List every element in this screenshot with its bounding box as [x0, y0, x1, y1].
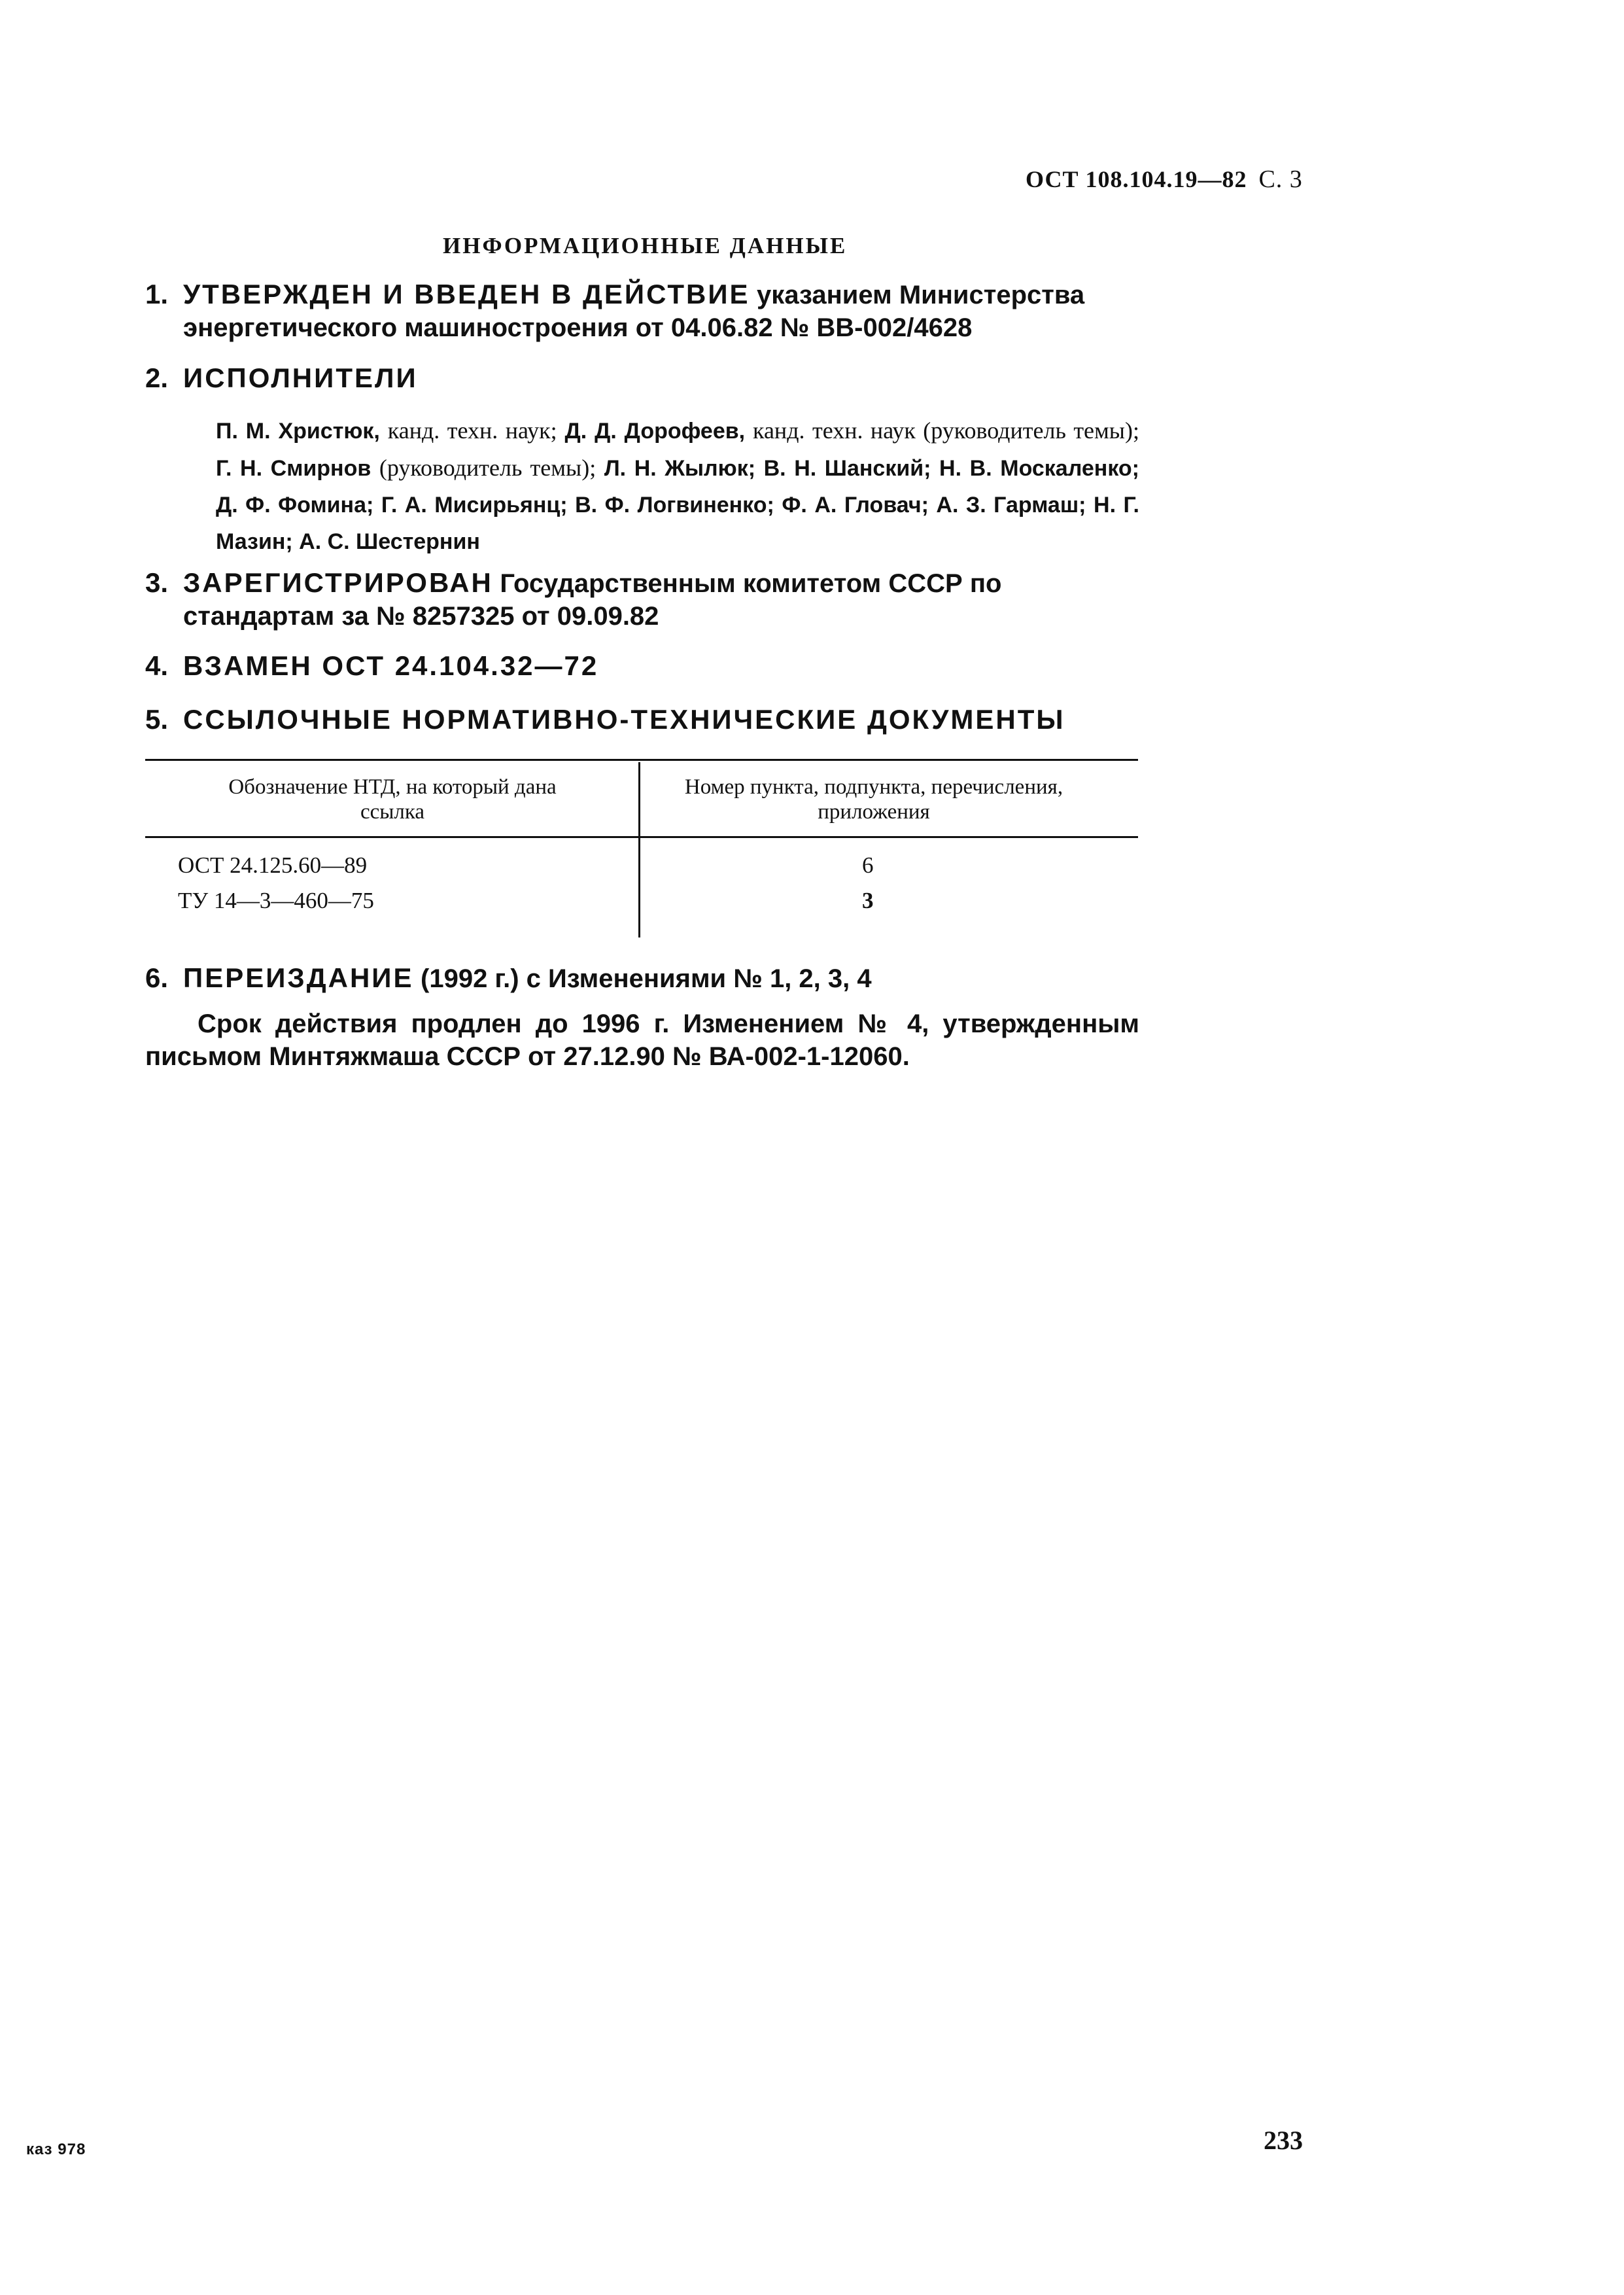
print-code: каз 978	[26, 2141, 86, 2158]
table-cell-designation: ТУ 14—3—460—75	[178, 888, 374, 913]
item-number: 5.	[145, 704, 169, 735]
table-cell-clause: 3	[862, 888, 874, 913]
performer-name: Г. Н. Смирнов	[216, 456, 371, 481]
document-code	[1026, 165, 1303, 194]
item-text: Государственным комитетом СССР по стандартам за № 8257325 от 09.09.82	[183, 569, 1002, 631]
item-number: 1.	[145, 279, 169, 309]
performer-name: Д. Д. Дорофеев,	[564, 419, 746, 444]
item-text: указанием Министерства энергетического машиностроения от 04.06.82 № ВВ-002/4628	[183, 281, 1085, 342]
validity-extension-note: Срок действия продлен до 1996 г. Изменением № 4, утвержденным письмом Минтяжмаша СССР от 27.12.90 № ВА-002-1-12060.	[145, 1009, 1139, 1071]
table-header-designation: Обозначение НТД, на который дана ссылка	[228, 775, 557, 824]
page-number: 233	[1264, 2126, 1303, 2155]
item-replaces	[145, 650, 1139, 683]
item-number: 6.	[145, 962, 169, 993]
info-data-title: ИНФОРМАЦИОННЫЕ ДАННЫЕ	[443, 233, 848, 258]
performer-role: канд. техн. наук (руководитель темы);	[753, 417, 1139, 444]
item-text: (1992 г.) с Изменениями № 1, 2, 3, 4	[421, 964, 872, 993]
item-number: 3.	[145, 567, 169, 598]
performer-name: П. М. Христюк,	[216, 419, 380, 444]
doc-code-text: ОСТ 108.104.19—82	[1026, 166, 1247, 192]
item-reissue	[145, 962, 1139, 995]
item-performers	[145, 362, 1139, 395]
table-header-clause: Номер пункта, подпункта, перечисления, приложения	[684, 775, 1063, 824]
item-heading: ВЗАМЕН ОСТ 24.104.32—72	[183, 650, 599, 681]
item-number: 4.	[145, 650, 169, 681]
performer-role: канд. техн. наук;	[387, 417, 557, 444]
item-heading: ССЫЛОЧНЫЕ НОРМАТИВНО-ТЕХНИЧЕСКИЕ ДОКУМЕНТЫ	[183, 704, 1065, 735]
item-number: 2.	[145, 362, 169, 393]
item-approved	[145, 278, 1139, 344]
page-label: С. 3	[1258, 166, 1303, 193]
table-header-rule	[145, 836, 1138, 838]
performer-role: (руководитель темы);	[379, 455, 596, 481]
performers-list	[216, 412, 1139, 560]
table-cell-designation: ОСТ 24.125.60—89	[178, 852, 368, 878]
table-cell-clause: 6	[862, 852, 874, 878]
item-heading: ИСПОЛНИТЕЛИ	[183, 362, 418, 393]
item-heading: УТВЕРЖДЕН И ВВЕДЕН В ДЕЙСТВИЕ	[183, 279, 750, 309]
item-heading: ЗАРЕГИСТРИРОВАН	[183, 567, 493, 598]
table-column-divider	[638, 762, 640, 937]
performers-rest: Л. Н. Жылюк; В. Н. Шанский; Н. В. Москаленко; Д. Ф. Фомина; Г. А. Мисирьянц; В. Ф. Логвиненко; Ф. А. Гловач; А. З. Гармаш; Н. Г. Мазин; А. С. Шестернин	[216, 456, 1139, 554]
item-references	[145, 703, 1139, 737]
item-registered	[145, 567, 1139, 633]
item-heading: ПЕРЕИЗДАНИЕ	[183, 962, 414, 993]
table-top-rule	[145, 759, 1138, 761]
